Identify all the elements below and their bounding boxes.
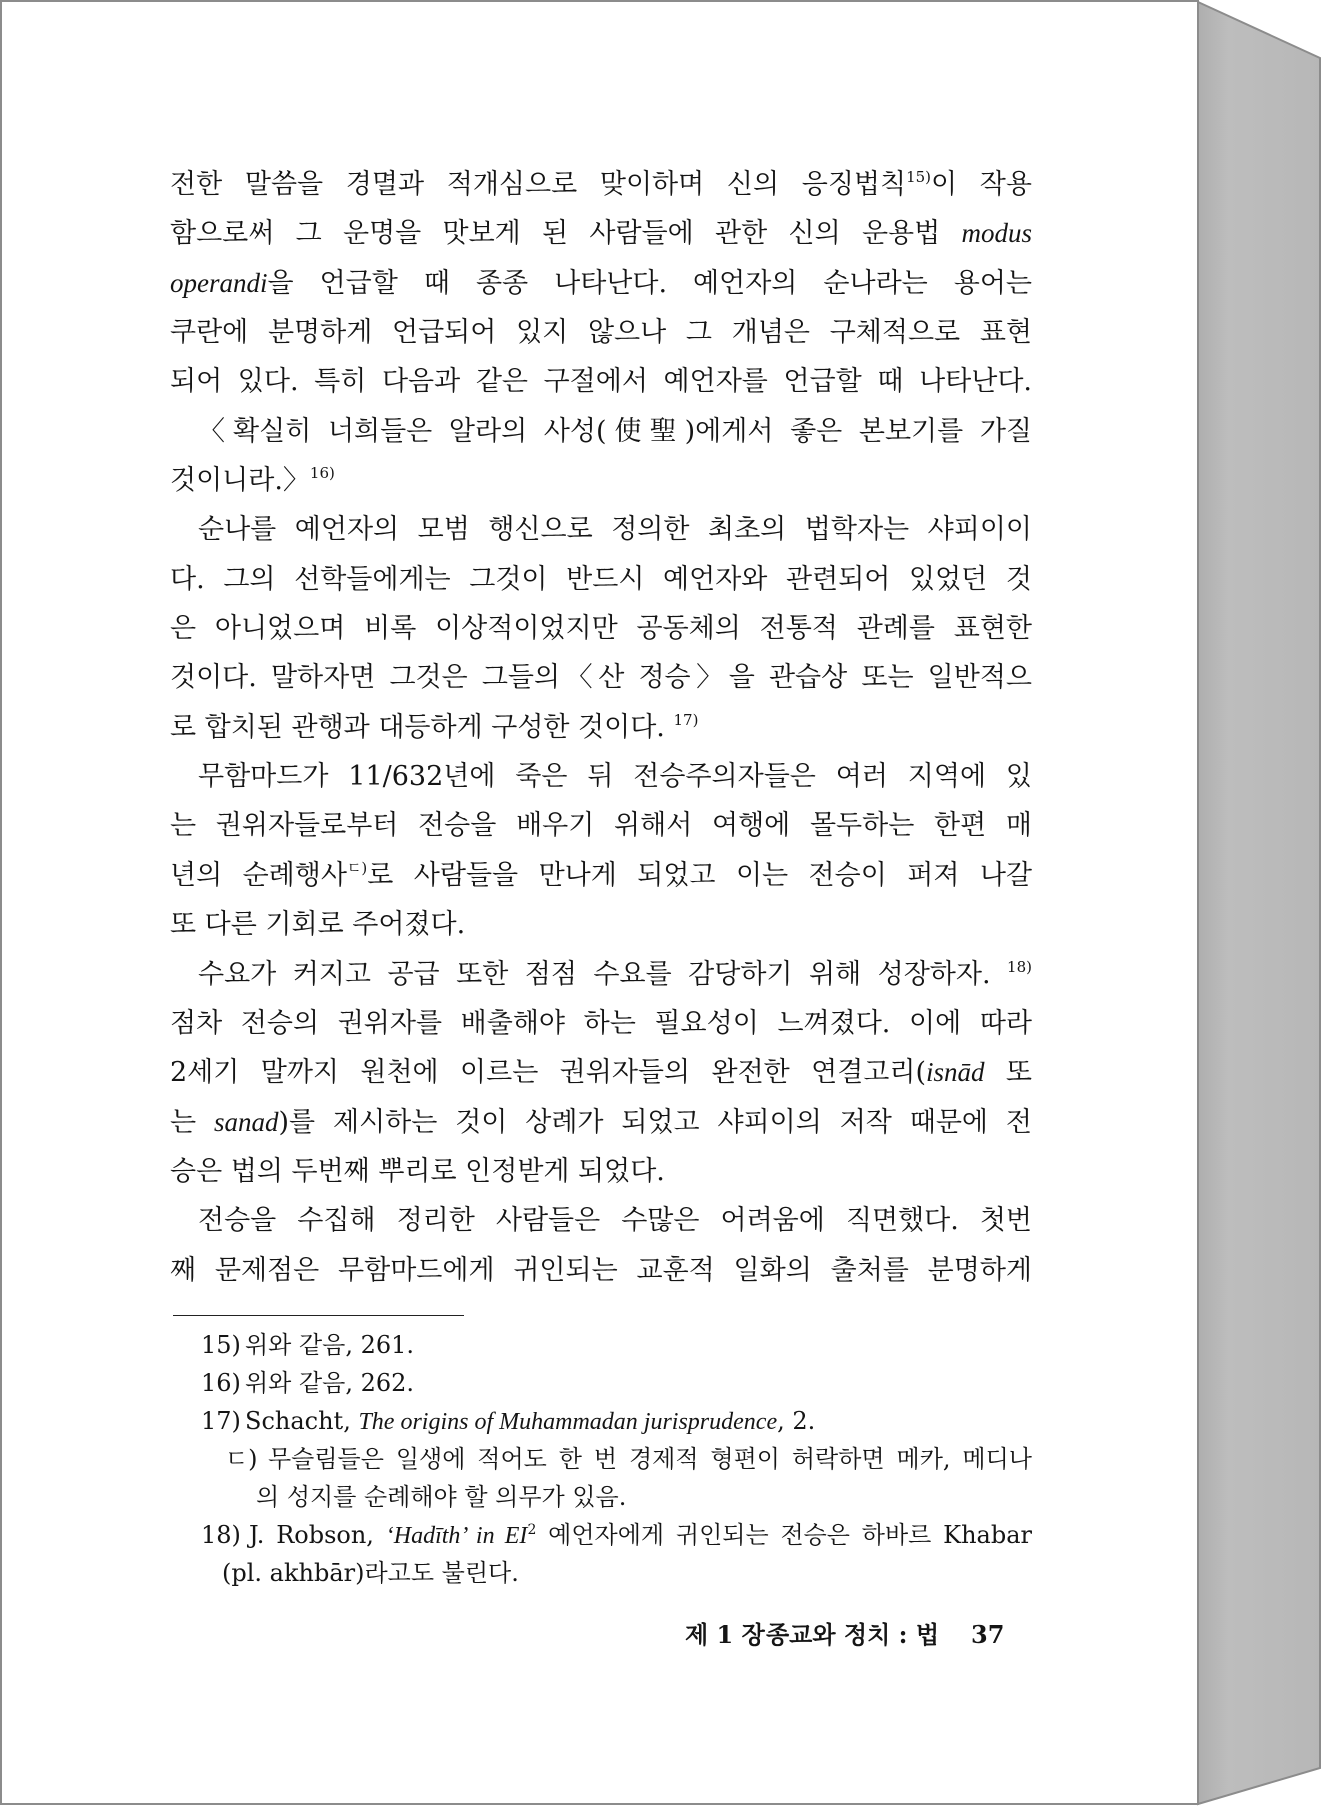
footnote-text <box>245 1402 815 1440</box>
footnote-number: 17) <box>201 1407 241 1435</box>
body-line <box>170 1048 1032 1097</box>
body-line <box>170 160 1032 209</box>
body-text: 는 <box>170 1106 214 1138</box>
body-text: 은 아니었으며 비록 이상적이었지만 공동체의 전통적 관례를 표현한 <box>170 613 1032 645</box>
footnote-text: 위와 같음, 262. <box>245 1369 415 1397</box>
body-line <box>170 653 1032 702</box>
footnote-number: 18) <box>201 1521 241 1549</box>
body-text: 쿠란에 분명하게 언급되어 있지 않으나 그 개념은 구체적으로 표현 <box>170 317 1032 349</box>
body-text: 이 작용 <box>931 169 1032 200</box>
body-line <box>170 1147 1032 1196</box>
body-line <box>170 555 1032 604</box>
footnote-rule <box>173 1315 464 1316</box>
body-text: 또 다른 기회로 주어졌다. <box>170 909 466 941</box>
translator-note-text: 무슬림들은 일생에 적어도 한 번 경제적 형편이 허락하면 메카, 메디나 <box>268 1445 1032 1473</box>
body-line <box>170 259 1032 308</box>
body-line <box>170 308 1032 357</box>
body-text: 는 권위자들로부터 전승을 배우기 위해서 여행에 몰두하는 한편 매 <box>170 810 1032 842</box>
latin-term: isnād <box>926 1057 985 1088</box>
body-text: 전한 말씀을 경멸과 적개심으로 맞이하며 신의 응징법칙 <box>170 169 907 200</box>
body-text: 다. 그의 선학들에게는 그것이 반드시 예언자와 관련되어 있었던 것 <box>170 563 1032 595</box>
body-text: 년의 순례행사 <box>170 859 347 891</box>
footnote-ref: 18) <box>1007 957 1032 976</box>
edition-superscript: 2 <box>527 1522 537 1538</box>
body-line <box>170 604 1032 653</box>
page-edge-shadow <box>1198 2 1320 1804</box>
body-text: 무함마드가 11/632년에 죽은 뒤 전승주의자들은 여러 지역에 있 <box>198 761 1032 793</box>
body-text: 째 문제점은 무함마드에게 귀인되는 교훈적 일화의 출처를 분명하게 <box>170 1254 1032 1286</box>
latin-term: modus <box>961 218 1032 249</box>
footnote-ref: 17) <box>673 710 699 729</box>
body-text: 함으로써 그 운명을 맛보게 된 사람들에 관한 신의 운용법 <box>170 218 962 250</box>
body-line <box>170 752 1032 801</box>
running-footer-title: 종교와 정치 : 법 <box>766 1620 940 1649</box>
body-text: )를 제시하는 것이 상례가 되었고 샤피이의 저작 때문에 전 <box>278 1106 1032 1138</box>
translator-note-continuation: 의 성지를 순례해야 할 의무가 있음. <box>256 1483 627 1511</box>
running-footer-chapter: 제 1 장 <box>685 1620 765 1649</box>
footnote-number: 16) <box>201 1369 241 1397</box>
body-text: 또 <box>984 1057 1032 1089</box>
footnote-page: , 2. <box>777 1407 816 1435</box>
body-line <box>170 801 1032 850</box>
body-line <box>170 1246 1032 1295</box>
body-line <box>170 999 1032 1048</box>
body-text: 을 언급할 때 종종 나타난다. 예언자의 순나라는 용어는 <box>267 267 1032 299</box>
quotation-line <box>170 456 1032 505</box>
footnote-ref: 15) <box>906 168 932 186</box>
body-text: 것이니라.〉 <box>170 465 310 497</box>
body-text: 순나를 예언자의 모범 행신으로 정의한 최초의 법학자는 샤피이이 <box>198 514 1032 546</box>
footnote-continuation: (pl. akhbār)라고도 불린다. <box>222 1559 519 1587</box>
footnote-remark: 예언자에게 귀인되는 전승은 하바르 Khabar <box>536 1521 1033 1549</box>
footnote-number: 15) <box>201 1331 241 1359</box>
body-text: 2세기 말까지 원천에 이르는 권위자들의 완전한 연결고리( <box>170 1057 926 1089</box>
body-line <box>170 703 1032 752</box>
body-line <box>170 505 1032 554</box>
body-line <box>170 851 1032 900</box>
translator-note-marker: ㄷ) <box>225 1445 258 1473</box>
body-text: 승은 법의 두번째 뿌리로 인정받게 되었다. <box>170 1155 665 1187</box>
body-line <box>170 1098 1032 1147</box>
body-text: 수요가 커지고 공급 또한 점점 수요를 감당하기 위해 성장하자. <box>198 958 1008 990</box>
footnote-text: 위와 같음, 261. <box>245 1331 415 1359</box>
page-number: 37 <box>971 1620 1005 1649</box>
footnote-text <box>249 1516 1032 1554</box>
latin-term: operandi <box>170 267 268 298</box>
main-text <box>170 160 1032 1295</box>
footnote-book-title: The origins of Muhammadan jurisprudence <box>358 1409 778 1435</box>
body-text: 〈확실히 너희들은 알라의 사성(使聖)에게서 좋은 본보기를 가질 <box>198 415 1032 447</box>
body-line <box>170 357 1032 406</box>
footnote-ref: 16) <box>309 464 335 483</box>
body-text: 로 사람들을 만나게 되었고 이는 전승이 퍼져 나갈 <box>367 859 1032 891</box>
body-text: 것이다. 말하자면 그것은 그들의〈산 정승〉을 관습상 또는 일반적으 <box>170 662 1032 694</box>
body-text: 로 합치된 관행과 대등하게 구성한 것이다. <box>170 711 674 743</box>
body-text: 점차 전승의 권위자를 배출해야 하는 필요성이 느껴졌다. 이에 따라 <box>170 1007 1032 1039</box>
footnote-article-title: ‘Hadīth’ in EI <box>385 1523 528 1549</box>
footnote-author: Schacht, <box>245 1407 359 1435</box>
footnote-ref: ㄷ) <box>346 858 368 877</box>
body-line <box>170 950 1032 999</box>
body-text: 되어 있다. 특히 다음과 같은 구절에서 예언자를 언급할 때 나타난다. <box>170 366 1032 398</box>
quotation-line <box>170 407 1032 456</box>
body-line <box>170 1196 1032 1245</box>
footnote-author: J. Robson, <box>249 1521 386 1549</box>
body-line <box>170 209 1032 258</box>
latin-term: sanad <box>213 1106 279 1137</box>
body-text: 전승을 수집해 정리한 사람들은 수많은 어려움에 직면했다. 첫번 <box>198 1205 1032 1237</box>
body-line <box>170 900 1032 949</box>
